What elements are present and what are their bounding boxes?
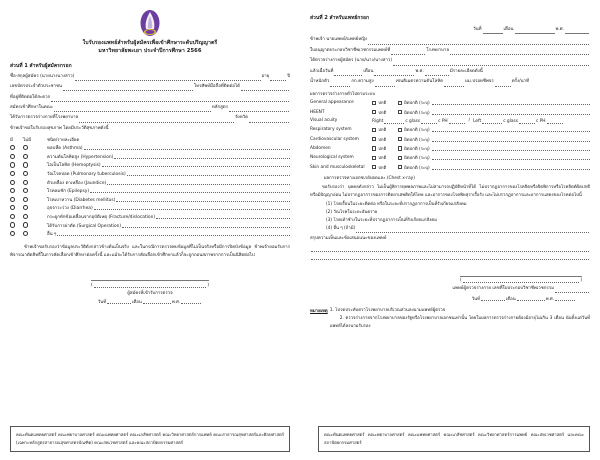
bp-label: ความดันโลหิต — [415, 79, 444, 85]
declare-line — [10, 125, 290, 133]
exam-name: General appearance — [310, 100, 354, 106]
normal-label: ปกติ — [378, 110, 387, 116]
checkbox-abnormal[interactable] — [398, 128, 402, 132]
exam-row[interactable] — [310, 154, 590, 161]
exam-date-year-label: พ.ศ. — [415, 68, 424, 74]
radio-yes[interactable] — [10, 145, 15, 150]
height-input[interactable] — [375, 81, 395, 87]
applicant-signature-block — [10, 272, 290, 305]
field-address[interactable] — [10, 94, 290, 102]
checkbox-abnormal[interactable] — [398, 146, 402, 150]
weight-input[interactable] — [330, 81, 350, 87]
radio-no[interactable] — [23, 162, 28, 167]
applicant-date-row[interactable] — [10, 298, 290, 305]
section1-heading: ส่วนที่ 1 สำหรับผู้สมัครกรอก — [10, 62, 72, 69]
checklist-row[interactable] — [10, 179, 290, 186]
option-abnormal[interactable] — [398, 136, 430, 143]
date-year-label: พ.ศ. — [555, 27, 564, 32]
note-item: 1. โปรดประทับตราโรงพยาบาลบริเวณส่วนลงนามแพทย์ผู้ตรวจ — [329, 308, 446, 314]
left-label: Left — [473, 118, 482, 124]
field-license-hospital[interactable] — [310, 47, 590, 55]
bp-unit: มม.ปรอท — [465, 79, 483, 85]
license-label: ใบอนุญาตประกอบวิชาชีพเวชกรรมแพทย์ที่ — [310, 47, 391, 53]
checklist-row[interactable] — [10, 204, 290, 211]
checklist-row[interactable] — [10, 144, 290, 151]
header-yes: มี — [10, 138, 13, 144]
exam-row[interactable] — [310, 109, 590, 116]
option-abnormal[interactable] — [398, 145, 430, 152]
hospital-input[interactable] — [79, 117, 234, 123]
option-normal[interactable] — [372, 126, 398, 133]
date-day-input[interactable] — [483, 28, 503, 34]
checkbox-normal[interactable] — [372, 146, 376, 150]
abnormal-detail-input[interactable] — [432, 100, 590, 105]
checklist-row[interactable] — [10, 170, 290, 177]
field-exam-date[interactable] — [310, 68, 590, 76]
abnormal-detail-input[interactable] — [432, 155, 590, 160]
date-day-input[interactable] — [107, 298, 131, 304]
condition-text: (1) โรคเรื้อนในระยะติดต่อ หรือในระยะที่ปรากฏอาการเป็นที่รังเกียจแก่สังคม — [326, 202, 467, 208]
doctor-name-input[interactable] — [368, 39, 589, 45]
doctor-opinion-paragraph: ขอรับรองว่า บุคคลดังกล่าว ไม่เป็นผู้พิการทุพพลภาพและไม่สามารถปฏิบัติหน้าที่ได้ ไม่ปรากฏอาการของโรคจิตหรือจิตพิการหรือโรคจิตต์ผิดปกติ หรือมีปัญญาอ่อน ไม่ปรากฏอาการของการติดยาเสพติดให้โทษ และอาการของโรคพิษสุราเรื้อรัง และไม่ปรากฏอาการและอาการแสดงของโรคต่อไปนี้ — [310, 184, 590, 198]
left-ph-label: c PH — [535, 118, 546, 124]
radio-yes[interactable] — [10, 205, 15, 210]
detail-label: มีรายละเอียดดังนี้ — [449, 68, 483, 74]
license-number-input[interactable] — [555, 287, 589, 293]
paren-close: ) — [207, 282, 209, 288]
checklist-row[interactable] — [10, 222, 290, 229]
checklist-row[interactable] — [10, 153, 290, 160]
document-title — [10, 40, 290, 56]
radio-no[interactable] — [23, 188, 28, 193]
title-line-2: มหาวิทยาลัยพะเยา ประจำปีการศึกษา 2566 — [98, 47, 202, 54]
faculty-input[interactable] — [54, 106, 211, 112]
exam-date-day-label: แล้วเมื่อวันที่ — [310, 68, 334, 74]
abnormal-detail-input[interactable] — [432, 110, 590, 115]
condition-detail-input[interactable] — [94, 205, 290, 210]
option-abnormal[interactable] — [398, 164, 430, 171]
exam-row[interactable] — [310, 164, 590, 171]
condition-text: (4) อื่น ๆ (ถ้ามี) — [326, 226, 356, 232]
normal-label: ปกติ — [378, 128, 387, 134]
doctor-label: ข้าพเจ้า นายแพทย์/แพทย์หญิง — [310, 37, 367, 43]
radio-yes[interactable] — [10, 231, 15, 236]
abnormal-label: ผิดปกติ (ระบุ) — [404, 156, 430, 162]
applicant-signature-line[interactable] — [91, 272, 209, 281]
field-id-phone[interactable] — [10, 83, 290, 91]
exam-row[interactable] — [310, 136, 590, 143]
right-glass-label: c glass — [405, 118, 421, 124]
radio-no[interactable] — [23, 222, 28, 227]
hospital-label: โรงพยาบาล — [426, 47, 450, 53]
date-month-input[interactable] — [517, 295, 545, 301]
radio-no[interactable] — [23, 180, 28, 185]
date-year-label: พ.ศ. — [545, 297, 554, 303]
summary-input-1[interactable] — [311, 246, 589, 252]
right-ph-label: c PH — [438, 118, 448, 124]
right-value-input[interactable] — [384, 118, 404, 124]
normal-label: ปกติ — [378, 156, 387, 162]
doctor-signature-block — [310, 268, 590, 302]
normal-label: ปกติ — [378, 165, 387, 171]
option-normal[interactable] — [372, 145, 398, 152]
exam-date-month-input[interactable] — [374, 70, 414, 76]
name-input[interactable] — [75, 75, 260, 81]
radio-no[interactable] — [23, 231, 28, 236]
province-label: จังหวัด — [235, 115, 248, 121]
radio-no[interactable] — [23, 205, 28, 210]
left-faculty-box-container — [10, 426, 290, 452]
doctor-signature-caption-row[interactable] — [310, 285, 590, 293]
radio-yes[interactable] — [10, 154, 15, 159]
section2-date-row[interactable] — [310, 26, 590, 34]
university-emblem-icon — [137, 8, 163, 38]
doctor-signature-line[interactable] — [460, 268, 582, 277]
condition-item — [326, 201, 590, 209]
checkbox-normal[interactable] — [372, 128, 376, 132]
hospital-label: ได้รับการตรวจร่างกายที่โรงพยาบาล — [10, 115, 79, 121]
date-month-input[interactable] — [143, 298, 171, 304]
exam-name: Visual acuity — [310, 118, 338, 124]
option-normal[interactable] — [372, 99, 398, 106]
date-day-label: วันที่ — [471, 297, 480, 303]
applicant-signature-caption: ผู้สมัครที่เข้ารับการตรวจ — [127, 291, 173, 297]
exam-row[interactable] — [310, 145, 590, 152]
left-value-input[interactable] — [482, 118, 502, 124]
abnormal-label: ผิดปกติ (ระบุ) — [404, 147, 430, 153]
radio-yes[interactable] — [10, 162, 15, 167]
visual-right[interactable] — [372, 118, 466, 124]
normal-label: ปกติ — [378, 137, 387, 143]
option-abnormal[interactable] — [398, 109, 430, 116]
condition-detail-input[interactable] — [156, 214, 290, 219]
systems-header: ผลการตรวจร่างกายทั่วไปตามระบบ — [310, 91, 376, 97]
option-normal[interactable] — [372, 136, 398, 143]
logo-container — [10, 8, 290, 38]
checkbox-normal[interactable] — [372, 110, 376, 114]
title-line-1: ใบรับรองแพทย์สำหรับผู้สมัครเพื่อเข้าศึกษาระดับปริญญาตรี — [82, 40, 218, 46]
doctor-signature-caption: แพทย์ผู้ตรวจร่างกาย เลขที่ใบประกอบวิชาชีพเวชกรรม — [452, 285, 554, 291]
address-label: ที่อยู่ที่ติดต่อได้สะดวก — [10, 94, 51, 100]
hospital-input[interactable] — [450, 49, 589, 55]
condition-label: กระดูกหักข้อเคลื่อนจากอุบัติเหตุ (Fracture/dislocation) — [47, 214, 156, 220]
paren-open: ( — [460, 278, 462, 284]
checkbox-normal[interactable] — [372, 137, 376, 141]
date-year-input[interactable] — [555, 295, 575, 301]
checkbox-normal[interactable] — [372, 165, 376, 169]
excluded-conditions-list — [310, 201, 590, 233]
right-glass-input[interactable] — [421, 118, 437, 124]
eligible-faculties-box: คณะทันตแพทยศาสตร์ คณะพยาบาลศาสตร์ คณะแพทยศาสตร์ คณะเภสัชศาสตร์ คณะวิทยาศาสตร์การแพทย์ คณะสาธารณสุขศาสตร์และศิลปศาสตร์ (เฉพาะหลักสูตรสาธารณสุขศาสตรบัณฑิต) คณะสหเวชศาสตร์ และคณะสถาปัตยกรรมศาสตร์ — [10, 426, 290, 452]
address-input[interactable] — [51, 96, 289, 102]
exam-date-day-input[interactable] — [334, 70, 362, 76]
summary-line — [310, 235, 590, 243]
condition-detail-input[interactable] — [114, 154, 290, 159]
age-unit: ปี — [287, 73, 290, 79]
checkbox-abnormal[interactable] — [398, 156, 402, 160]
pulse-input[interactable] — [495, 81, 511, 87]
abnormal-label: ผิดปกติ (ระบุ) — [404, 137, 430, 143]
date-day-input[interactable] — [481, 295, 505, 301]
exam-row[interactable] — [310, 99, 590, 106]
exam-name: Skin and musculoskeletal — [310, 164, 365, 170]
date-month-label: เดือน — [503, 27, 514, 32]
radio-yes[interactable] — [10, 222, 15, 227]
height-label: ความสูง — [358, 79, 374, 85]
radio-yes[interactable] — [10, 197, 15, 202]
note-item: 2. ตรวจร่างกายจากโรงพยาบาลของรัฐหรือโรงพยาบาลเอกชนเท่านั้น โดยใบผลการตรวจร่างกายต้องมีอายุไม่เกิน 3 เดือน นับตั้งแต่วันที่แพทย์ได้ลงนามรับรอง — [329, 316, 590, 329]
checklist-row[interactable] — [10, 230, 290, 237]
checkbox-abnormal[interactable] — [398, 165, 402, 169]
left-ph-input[interactable] — [547, 118, 563, 124]
normal-label: ปกติ — [378, 101, 387, 107]
phone-input[interactable] — [241, 85, 289, 91]
condition-label: โรคเบาหวาน (Diabetes mellitus) — [47, 197, 116, 203]
condition-text: (3) โรคเท้าช้างในระยะที่ปรากฏอาการเป็นที่รังเกียจแก่สังคม — [326, 218, 437, 224]
radio-yes[interactable] — [10, 214, 15, 219]
condition-label: วัณโรคปอด (Pulmonary tuberculosis) — [47, 172, 126, 177]
date-year-input[interactable] — [565, 28, 589, 34]
applicant-name-paren[interactable] — [91, 283, 209, 288]
radio-no[interactable] — [23, 197, 28, 202]
checkbox-abnormal[interactable] — [398, 137, 402, 141]
notes-heading: หมายเหตุ — [310, 309, 328, 315]
declare-label: ข้าพเจ้าขอใบรับรองสุขภาพ โดยมีประวัติสุขภาพดังนี้ — [10, 125, 109, 131]
examined-label: ได้ตรวจร่างกายผู้สมัคร (นาย/นาง/นางสาว) — [310, 58, 393, 64]
right-ph-input[interactable] — [449, 118, 465, 124]
checkbox-normal[interactable] — [372, 156, 376, 160]
other-condition-input[interactable] — [356, 227, 589, 233]
age-input[interactable] — [270, 75, 286, 81]
date-month-label: เดือน — [132, 300, 142, 306]
condition-label: ความดันโลหิตสูง (Hypertension) — [47, 154, 114, 160]
option-abnormal[interactable] — [398, 126, 430, 133]
condition-detail-input[interactable] — [116, 197, 290, 202]
exam-row-visual-acuity[interactable] — [310, 118, 590, 124]
summary-input-2[interactable] — [311, 254, 589, 260]
exam-name: Neurological system — [310, 155, 354, 161]
condition-label: อุจจาระร่วง (Diarrhea) — [47, 206, 93, 212]
paren-close: ) — [580, 278, 582, 284]
field-faculty-program[interactable] — [10, 104, 290, 112]
exam-name: Abdomen — [310, 146, 331, 152]
radio-no[interactable] — [23, 171, 28, 176]
radio-yes[interactable] — [10, 180, 15, 185]
condition-detail-input[interactable] — [84, 145, 290, 150]
visual-left[interactable] — [473, 118, 563, 124]
paren-open: ( — [91, 282, 93, 288]
bp-input[interactable] — [444, 81, 464, 87]
field-name[interactable] — [10, 73, 290, 81]
program-input[interactable] — [229, 106, 289, 112]
age-label: อายุ — [261, 73, 270, 79]
pulse-unit: ครั้ง/นาที — [511, 79, 529, 85]
exam-date-month-label: เดือน — [363, 68, 374, 74]
condition-detail-input[interactable] — [57, 231, 290, 236]
abnormal-detail-input[interactable] — [432, 127, 590, 132]
height-unit: เซนติเมตร — [395, 79, 416, 85]
doctor-name-paren[interactable] — [460, 278, 582, 283]
header-no: ไม่มี — [23, 138, 31, 144]
applicant-declaration: ข้าพเจ้าขอรับรองว่าข้อมูลประวัติดังกล่าวข้างต้นเป็นจริง และในกรณีการตรวจพบข้อมูลที่ไม่เป็นจริงหรือมีการปิดบังข้อมูล ข้าพเจ้ายอมรับการพิจารณาตัดสิทธิ์ในการคัดเลือกเข้าศึกษาต่อครั้งนี้ และแม้จะได้รับการคัดเลือกเข้าศึกษาแล้วก็จะถูกถอนสภาพจากการเป็นนิสิตต่อไป — [10, 245, 290, 259]
date-year-label: พ.ศ. — [171, 300, 181, 306]
checkbox-abnormal[interactable] — [398, 101, 402, 105]
condition-detail-input[interactable] — [122, 223, 290, 228]
condition-label: ได้รับการผ่าตัด (Surgical Operation) — [47, 223, 122, 229]
right-label: Right — [372, 118, 384, 124]
abnormal-detail-input[interactable] — [432, 165, 590, 170]
checklist-row[interactable] — [10, 187, 290, 194]
normal-label: ปกติ — [378, 147, 387, 153]
field-vitals[interactable] — [310, 78, 590, 86]
applicant-printed-name-input[interactable] — [94, 283, 207, 288]
checklist-row[interactable] — [10, 213, 290, 220]
abnormal-label: ผิดปกติ (ระบุ) — [404, 101, 430, 107]
right-column — [300, 0, 600, 460]
condition-detail-input[interactable] — [107, 180, 290, 185]
summary-input-row[interactable] — [310, 246, 590, 252]
checkbox-abnormal[interactable] — [398, 110, 402, 114]
abnormal-label: ผิดปกติ (ระบุ) — [404, 128, 430, 134]
date-year-input[interactable] — [181, 298, 201, 304]
condition-item-other[interactable] — [326, 225, 590, 233]
checklist-headers — [10, 136, 290, 143]
exam-row[interactable] — [310, 126, 590, 133]
weight-unit: กก. — [351, 79, 359, 85]
radio-no[interactable] — [23, 214, 28, 219]
header-detail: ชนิด/รายละเอียด — [47, 138, 80, 144]
condition-item — [326, 217, 590, 225]
radio-yes[interactable] — [10, 171, 15, 176]
summary-input-row[interactable] — [310, 254, 590, 260]
option-normal[interactable] — [372, 164, 398, 171]
checklist-row[interactable] — [10, 196, 290, 203]
systems-exam-list — [310, 99, 590, 171]
slash-separator: / — [468, 118, 471, 124]
condition-detail-input[interactable] — [102, 162, 290, 167]
abnormal-label: ผิดปกติ (ระบุ) — [404, 165, 430, 171]
notes-section — [310, 307, 590, 331]
doctor-date-row[interactable] — [310, 295, 576, 302]
faculty-label: สมัครเข้าศึกษาในคณะ — [10, 104, 54, 110]
option-abnormal[interactable] — [398, 154, 430, 161]
phone-label: โทรศัพท์มือถือที่ติดต่อได้ — [193, 84, 240, 90]
exam-date-year-input[interactable] — [425, 70, 449, 76]
condition-label: หอบหืด (Asthma) — [47, 146, 83, 152]
abnormal-detail-input[interactable] — [432, 146, 590, 151]
doctor-printed-name-input[interactable] — [463, 278, 580, 283]
left-glass-input[interactable] — [519, 118, 535, 124]
condition-label: อื่น ๆ — [47, 232, 57, 238]
examined-name-input[interactable] — [393, 60, 589, 66]
date-day-label: วันที่ — [473, 27, 482, 32]
condition-label: ตัวเหลือง ตาเหลือง (Jaundice) — [47, 180, 107, 186]
name-label: ชื่อ-สกุลผู้สมัคร (นายนางนางสาว) — [10, 73, 75, 79]
date-month-input[interactable] — [515, 28, 555, 34]
radio-no[interactable] — [23, 145, 28, 150]
program-label: หลักสูตร — [211, 104, 228, 110]
condition-detail-input[interactable] — [90, 188, 290, 193]
abnormal-label: ผิดปกติ (ระบุ) — [404, 110, 430, 116]
left-glass-label: c glass — [503, 118, 518, 124]
id-label: เลขบัตรประจำตัวประชาชน — [10, 84, 62, 90]
pulse-label: ชีพจร — [482, 79, 494, 85]
option-abnormal[interactable] — [398, 99, 430, 106]
condition-item — [326, 209, 590, 217]
chest-xray-label: ผลการตรวจทางเอกซเรย์ปอดและ (Chest x-ray) — [324, 175, 415, 181]
summary-label: สรุปความเห็นและข้อเสนอแนะของแพทย์ — [310, 236, 387, 242]
eligible-faculties-box: คณะทันตแพทยศาสตร์ คณะพยาบาลศาสตร์ คณะแพทยศาสตร์ คณะเภสัชศาสตร์ คณะวิทยาศาสตร์การแพทย์ คณะสหเวชศาสตร์ และคณะสถาปัตยกรรมศาสตร์ — [318, 426, 590, 452]
radio-yes[interactable] — [10, 188, 15, 193]
condition-label: ไอเป็นโลหิต (Hemoptysis) — [47, 163, 101, 169]
province-input[interactable] — [249, 117, 289, 123]
field-doctor-name[interactable] — [310, 36, 590, 44]
health-history-checklist — [10, 144, 290, 237]
license-input[interactable] — [391, 49, 425, 55]
id-input[interactable] — [63, 85, 193, 91]
exam-name: Cardiovascular system — [310, 136, 359, 142]
radio-no[interactable] — [23, 154, 28, 159]
abnormal-detail-input[interactable] — [432, 137, 590, 142]
condition-text: (2) วัณโรคในระยะอันตราย — [326, 210, 378, 216]
option-normal[interactable] — [372, 154, 398, 161]
condition-label: โรคลมชัก (Epilepsy) — [47, 189, 90, 195]
field-examined-person[interactable] — [310, 57, 590, 65]
checkbox-normal[interactable] — [372, 101, 376, 105]
condition-detail-input[interactable] — [127, 171, 290, 176]
field-hospital-province[interactable] — [10, 114, 290, 122]
section2-heading: ส่วนที่ 2 สำหรับแพทย์กรอก — [310, 15, 370, 21]
exam-name: HEENT — [310, 109, 325, 115]
checklist-row[interactable] — [10, 161, 290, 168]
option-normal[interactable] — [372, 109, 398, 116]
right-faculty-box-container — [318, 426, 590, 452]
date-month-label: เดือน — [505, 297, 516, 303]
date-day-label: วันที่ — [97, 300, 107, 306]
exam-name: Respiratory system — [310, 127, 352, 133]
weight-label: น้ำหนักตัว — [310, 79, 330, 85]
